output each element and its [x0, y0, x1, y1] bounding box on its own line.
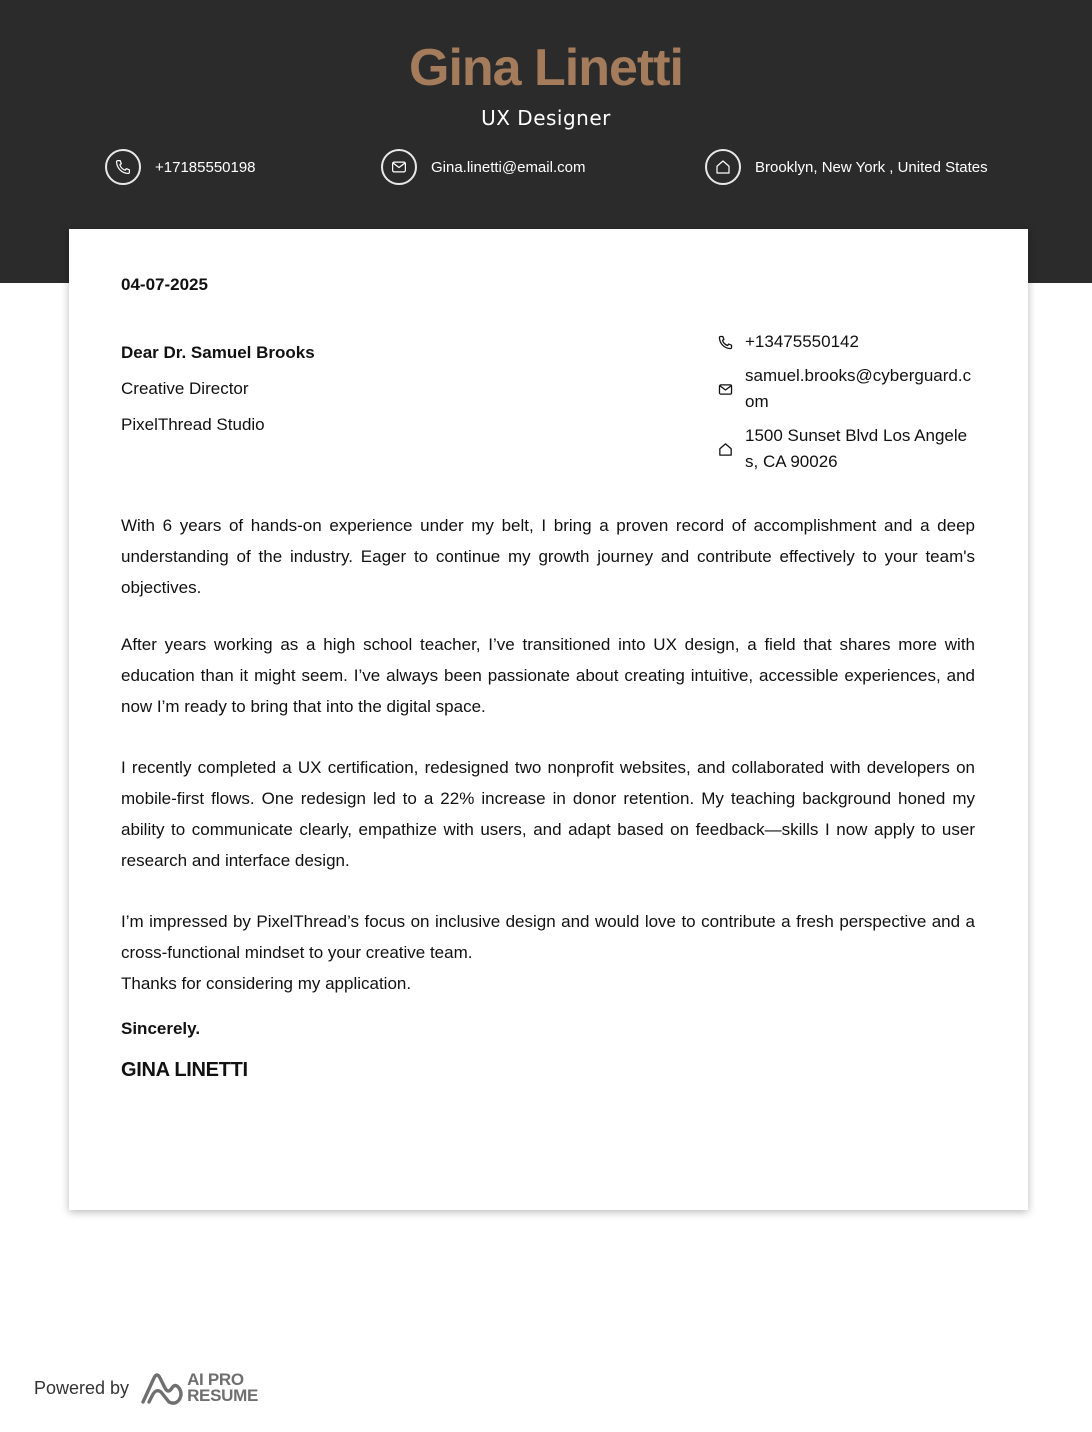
recipient-block [121, 335, 315, 443]
candidate-name: Gina Linetti [409, 39, 683, 97]
home-icon [717, 441, 745, 458]
ai-pro-resume-wordmark [187, 1372, 258, 1404]
recipient-role: Creative Director [121, 379, 249, 398]
recipient-email-text: samuel.brooks@cyberguard.com [745, 366, 972, 411]
recipient-phone[interactable] [717, 329, 977, 355]
home-icon [705, 149, 741, 185]
header-location-text: Brooklyn, New York , United States [755, 158, 988, 176]
recipient-contacts [717, 329, 977, 483]
ai-pro-resume-logo-icon [139, 1368, 187, 1408]
header-location [705, 147, 988, 187]
recipient-phone-text: +13475550142 [745, 332, 859, 351]
powered-by-label: Powered by [34, 1377, 130, 1398]
letter-body [121, 510, 975, 999]
body-paragraph: I recently completed a UX certification, redesigned two nonprofit websites, and collaborated with developers on mobile-first flows. One redesign led to a 22% increase in donor retention. My teaching background honed my ability to communicate clearly, empathize with users, and adapt based on feedback—skills I now apply to user research and interface design. [121, 758, 975, 870]
phone-icon [717, 334, 745, 351]
header-email-text: Gina.linetti@email.com [431, 158, 586, 176]
recipient-address [717, 423, 977, 475]
thanks-line: Thanks for considering my application. [121, 974, 412, 993]
header-phone-text: +17185550198 [155, 158, 256, 176]
letter-card [69, 229, 1028, 1210]
header-email[interactable] [381, 147, 585, 187]
closing: Sincerely. [121, 1019, 201, 1038]
recipient-email[interactable] [717, 363, 977, 415]
recipient-address-text: 1500 Sunset Blvd Los Angeles, CA 90026 [745, 426, 968, 471]
mail-icon [381, 149, 417, 185]
body-paragraph: After years working as a high school teacher, I’ve transitioned into UX design, a field that shares more with education than it might seem. I’ve always been passionate about creating intuitive, accessible experiences, and now I’m ready to bring that into the digital space. [121, 635, 975, 716]
mail-icon [717, 381, 745, 398]
brand-line-1: AI PRO [187, 1370, 244, 1389]
letter-date: 04-07-2025 [121, 275, 208, 294]
powered-by-footer[interactable] [34, 1368, 258, 1408]
candidate-title: UX Designer [481, 106, 611, 130]
body-paragraph: With 6 years of hands-on experience under my belt, I bring a proven record of accomplishment and a deep understanding of the industry. Eager to continue my growth journey and contribute effectively to your team's objectives. [121, 516, 975, 597]
body-paragraph: I’m impressed by PixelThread’s focus on inclusive design and would love to contribute a fresh perspective and a cross-functional mindset to your creative team. [121, 912, 975, 962]
brand-line-2: RESUME [187, 1386, 258, 1405]
recipient-salutation: Dear Dr. Samuel Brooks [121, 343, 315, 362]
recipient-company: PixelThread Studio [121, 415, 265, 434]
header-phone[interactable] [105, 147, 256, 187]
phone-icon [105, 149, 141, 185]
signature: GINA LINETTI [121, 1059, 248, 1081]
